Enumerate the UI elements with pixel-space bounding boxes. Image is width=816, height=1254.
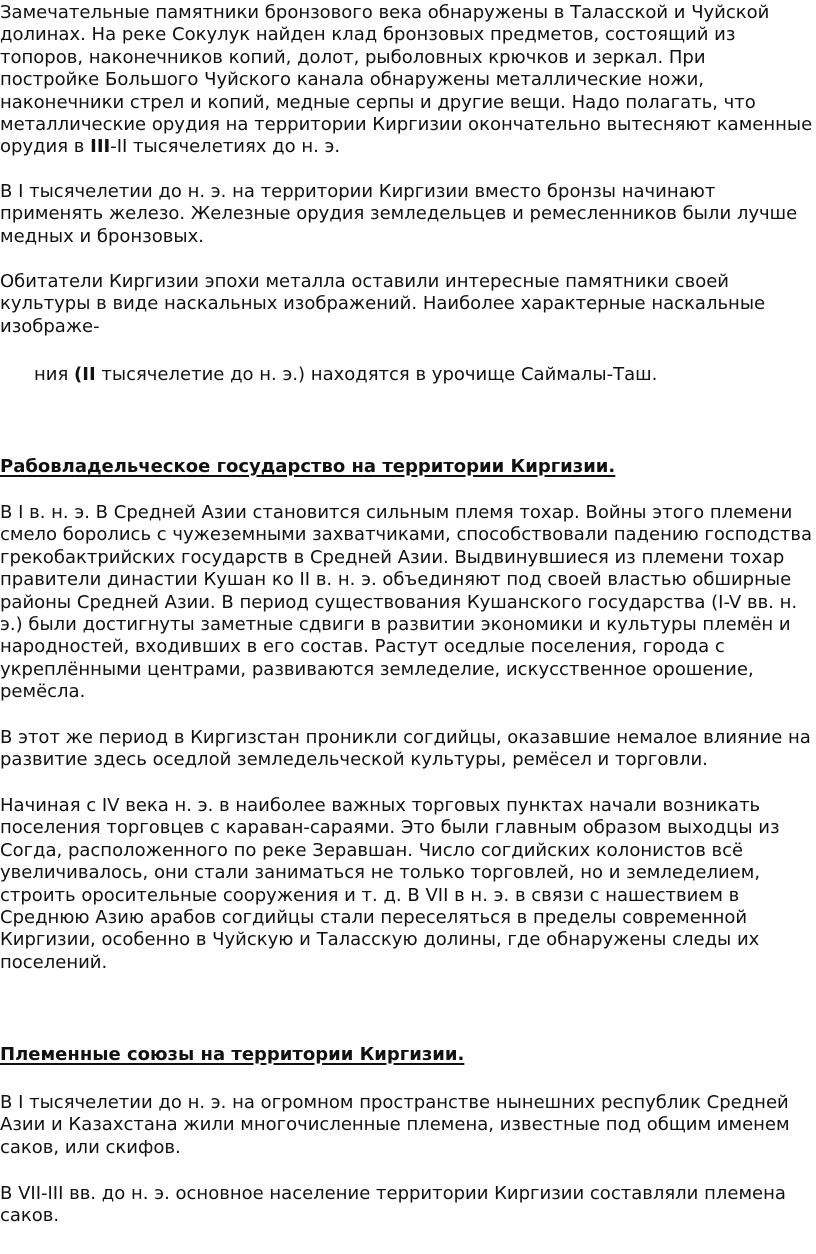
text-line: народностей, входивших в его состав. Растут оседлые поселения, города с: [0, 636, 725, 658]
text-line: саков.: [0, 1205, 60, 1227]
text-line: правители династии Кушан ко II в. н. э. объединяют под своей властью обширные: [0, 569, 792, 591]
text-line: [0, 136, 816, 158]
paragraph-saka-tribes: [0, 1092, 816, 1159]
text-line: грекобактрийских государств в Средней Азии. Выдвинувшиеся из племени тохар: [0, 546, 785, 568]
text-line: применять железо. Железные орудия земледельцев и ремесленников были лучше: [0, 203, 798, 225]
text-line: Согда, расположенного по реке Зеравшан. Число согдийских колонистов всё: [0, 839, 744, 861]
text-line: топоров, наконечников копий, долот, рыболовных крючков и зеркал. При: [0, 46, 706, 68]
paragraph-tochar: [0, 502, 816, 704]
text-line: э.) были достигнуты заметные сдвиги в развитии экономики и культуры племён и: [0, 613, 791, 635]
section-heading-tribal-unions: Племенные союзы на территории Киргизии.: [0, 1044, 465, 1065]
paragraph-bronze-age: [0, 2, 816, 159]
text-fragment: орудия в: [0, 136, 91, 158]
text-line: саков, или скифов.: [0, 1136, 181, 1158]
paragraph-sogdians: [0, 727, 816, 772]
text-line: В I тысячелетии до н. э. на территории Киргизии вместо бронзы начинают: [0, 181, 716, 202]
text-line: смело боролись с чужеземными захватчиками, способствовали падению господства: [0, 524, 813, 546]
text-line: развитие здесь оседлой земледельческой культуры, ремёсел и торговли.: [0, 749, 708, 771]
text-line: медных и бронзовых.: [0, 225, 204, 247]
bold-numeral: (II: [74, 364, 96, 385]
text-line: строить оросительные сооружения и т. д. В VII в н. э. в связи с нашествием в: [0, 884, 740, 906]
text-line: Начиная с IV века н. э. в наиболее важных торговых пунктах начали возникать: [0, 795, 761, 816]
text-line: культуры в виде наскальных изображений. Наиболее характерные наскальные: [0, 293, 766, 315]
section-heading-slave-state: Рабовладельческое государство на территории Киргизии.: [0, 456, 616, 477]
bold-numeral: III: [90, 136, 111, 158]
text-line: поселения торговцев с караван-сараями. Это были главным образом выходцы из: [0, 817, 780, 839]
paragraph-rock-art: [0, 271, 816, 338]
text-line: Киргизии, особенно в Чуйскую и Таласскую долины, где обнаружены следы их: [0, 929, 760, 951]
text-line: укреплёнными центрами, развиваются земледелие, искусственное орошение,: [0, 658, 754, 680]
paragraph-iron-age: [0, 181, 816, 248]
text-line: металлические орудия на территории Киргизии окончательно вытесняют каменные: [0, 113, 813, 135]
text-line: В VII-III вв. до н. э. основное население территории Киргизии составляли племена: [0, 1183, 786, 1204]
text-line: изображе-: [0, 315, 100, 337]
text-line: Замечательные памятники бронзового века обнаружены в Таласской и Чуйской: [0, 2, 770, 23]
text-line: Обитатели Киргизии эпохи металла оставили интересные памятники своей: [0, 271, 729, 292]
text-line: наконечники стрел и копий, медные серпы и другие вещи. Надо полагать, что: [0, 91, 756, 113]
text-line: В I в. н. э. В Средней Азии становится сильным племя тохар. Войны этого племени: [0, 502, 793, 523]
text-fragment: ния: [34, 364, 75, 385]
text-line: постройке Большого Чуйского канала обнаружены металлические ножи,: [0, 69, 704, 91]
text-line: [34, 364, 816, 386]
text-line: В этот же период в Киргизстан проникли согдийцы, оказавшие немалое влияние на: [0, 727, 811, 748]
paragraph-trade-settlements: [0, 795, 816, 974]
text-line: Среднюю Азию арабов согдийцы стали переселяться в пределы современной: [0, 906, 748, 928]
text-line: увеличивалось, они стали заниматься не только торговлей, но и земледелием,: [0, 862, 761, 884]
paragraph-saimaly-tash: [34, 364, 816, 386]
text-fragment: -II тысячелетиях до н. э.: [110, 136, 341, 158]
text-line: долинах. На реке Сокулук найден клад бронзовых предметов, состоящий из: [0, 24, 736, 46]
text-line: поселений.: [0, 951, 108, 973]
text-line: районы Средней Азии. В период существования Кушанского государства (I-V вв. н.: [0, 591, 798, 613]
text-line: В I тысячелетии до н. э. на огромном пространстве нынешних республик Средней: [0, 1092, 789, 1113]
text-fragment: тысячелетие до н. э.) находятся в урочище Саймалы-Таш.: [95, 364, 658, 385]
text-line: ремёсла.: [0, 681, 86, 703]
paragraph-saka-population: [0, 1183, 816, 1228]
text-line: Азии и Казахстана жили многочисленные племена, известные под общим именем: [0, 1114, 790, 1136]
